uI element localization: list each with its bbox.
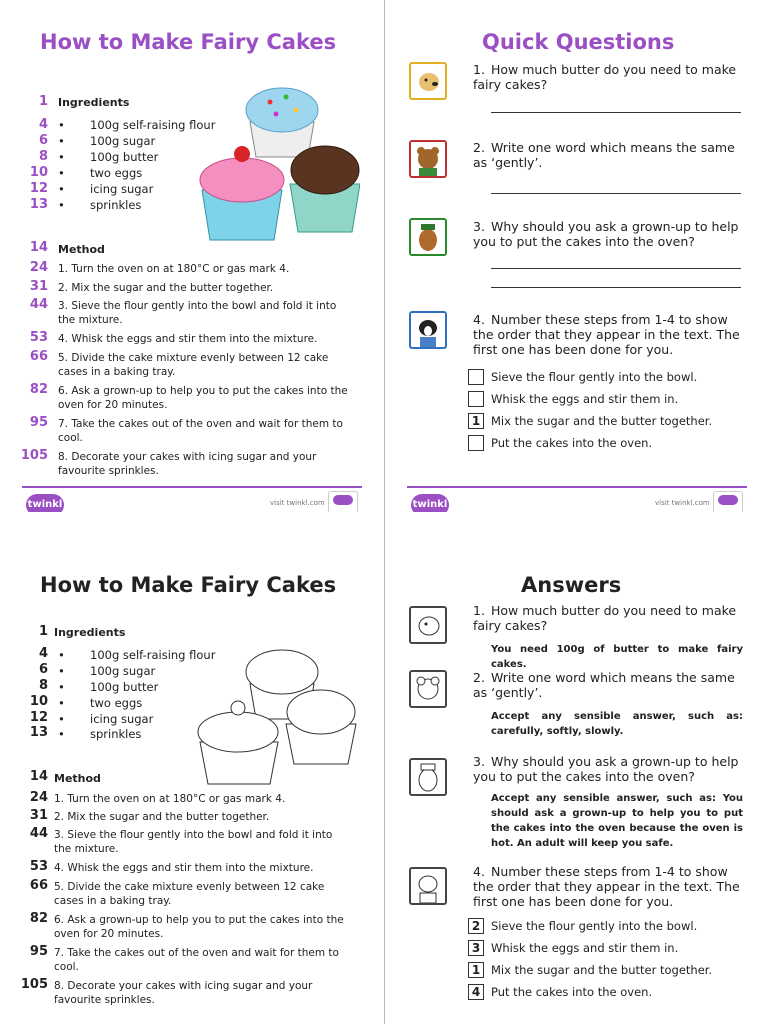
questions-panel	[385, 0, 768, 512]
line-number: 95	[29, 415, 48, 430]
line-number: 12	[29, 181, 48, 196]
line-number: 82	[29, 911, 48, 926]
method-step: 5. Divide the cake mixture evenly between 12 cake cases in a baking tray.	[54, 881, 325, 907]
method-step: 1. Turn the oven on at 180°C or gas mark 4.	[58, 263, 290, 275]
order-step: Sieve the flour gently into the bowl.	[491, 919, 698, 933]
answers-title: Answers	[521, 573, 622, 597]
line-number: 8	[38, 149, 48, 164]
twinkl-logo: twinkl	[26, 494, 64, 512]
answer-line[interactable]	[491, 287, 741, 288]
line-number: 14	[29, 769, 48, 784]
method-step: 4. Whisk the eggs and stir them into the mixture.	[58, 333, 318, 345]
ingredient-item: • 100g butter	[58, 680, 159, 694]
line-number: 44	[29, 297, 48, 312]
badge-icon	[328, 491, 358, 512]
line-number: 105	[20, 448, 48, 463]
method-step: 3. Sieve the flour gently into the bowl and fold it into the mixture.	[58, 300, 337, 326]
bear-character-outline-icon	[409, 670, 447, 708]
badge-icon	[713, 491, 743, 512]
method-step: 8. Decorate your cakes with icing sugar and your favourite sprinkles.	[58, 451, 317, 477]
line-number: 31	[29, 279, 48, 294]
method-step: 4. Whisk the eggs and stir them into the mixture.	[54, 862, 314, 874]
question-4: 4. Number these steps from 1-4 to show the order that they appear in the text. The first one has been done for you.	[473, 312, 740, 357]
order-step: Put the cakes into the oven.	[491, 985, 653, 999]
answer-line[interactable]	[491, 112, 741, 113]
line-number: 14	[29, 240, 48, 255]
ingredient-item: • sprinkles	[58, 198, 142, 212]
collie-character-outline-icon	[409, 867, 447, 905]
line-number: 13	[29, 725, 48, 740]
answer-line[interactable]	[491, 193, 741, 194]
order-box[interactable]: 1	[468, 413, 484, 429]
line-number: 1	[38, 94, 48, 109]
footer	[407, 486, 747, 512]
answer-line[interactable]	[491, 268, 741, 269]
line-number: 105	[20, 977, 48, 992]
line-number: 10	[29, 165, 48, 180]
line-number: 66	[29, 878, 48, 893]
question-4: 4. Number these steps from 1-4 to show the order that they appear in the text. The first one has been done for you.	[473, 864, 740, 909]
footer-rule	[22, 486, 362, 488]
method-step: 1. Turn the oven on at 180°C or gas mark 4.	[54, 793, 286, 805]
ingredient-item: • sprinkles	[58, 727, 142, 741]
question-1: 1. How much butter do you need to make fairy cakes?	[473, 62, 737, 92]
footer	[22, 486, 362, 512]
order-box[interactable]	[468, 391, 484, 407]
line-number: 66	[29, 349, 48, 364]
twinkl-logo: twinkl	[411, 494, 449, 512]
order-step: Sieve the flour gently into the bowl.	[491, 370, 698, 384]
question-1: 1. How much butter do you need to make fairy cakes?	[473, 603, 737, 633]
order-step: Whisk the eggs and stir them in.	[491, 941, 679, 955]
order-step: Mix the sugar and the butter together.	[491, 414, 713, 428]
recipe-panel-bw	[0, 540, 384, 1024]
footer-rule	[407, 486, 747, 488]
ingredient-item: • icing sugar	[58, 712, 154, 726]
line-number: 10	[29, 694, 48, 709]
cupcakes-outline-illustration	[190, 624, 360, 814]
ingredient-item: • icing sugar	[58, 182, 154, 196]
line-number: 31	[29, 808, 48, 823]
method-step: 7. Take the cakes out of the oven and wait for them to cool.	[54, 947, 339, 973]
method-step: 2. Mix the sugar and the butter together.	[54, 811, 270, 823]
answer-2: Accept any sensible answer, such as: carefully, softly, slowly.	[491, 711, 743, 737]
ingredient-item: • two eggs	[58, 696, 143, 710]
hound-character-outline-icon	[409, 758, 447, 796]
visit-link[interactable]: visit twinkl.com	[270, 499, 325, 507]
question-3: 3. Why should you ask a grown-up to help you to put the cakes into the oven?	[473, 219, 739, 249]
questions-title: Quick Questions	[482, 30, 675, 54]
line-number: 24	[29, 260, 48, 275]
answer-3: Accept any sensible answer, such as: You should ask a grown-up to help you to put the cakes into the oven because the oven is hot. An adult will keep you safe.	[491, 793, 743, 849]
method-step: 7. Take the cakes out of the oven and wait for them to cool.	[58, 418, 343, 444]
line-number: 13	[29, 197, 48, 212]
line-number: 8	[38, 678, 48, 693]
method-step: 8. Decorate your cakes with icing sugar and your favourite sprinkles.	[54, 980, 313, 1006]
line-number: 82	[29, 382, 48, 397]
order-step: Put the cakes into the oven.	[491, 436, 653, 450]
order-step: Mix the sugar and the butter together.	[491, 963, 713, 977]
ingredient-item: • 100g butter	[58, 150, 159, 164]
question-2: 2. Write one word which means the same as ‘gently’.	[473, 670, 735, 700]
method-step: 6. Ask a grown-up to help you to put the cakes into the oven for 20 minutes.	[54, 914, 344, 940]
method-step: 6. Ask a grown-up to help you to put the cakes into the oven for 20 minutes.	[58, 385, 348, 411]
order-box: 3	[468, 940, 484, 956]
order-box[interactable]	[468, 435, 484, 451]
dog-character-icon	[409, 62, 447, 100]
line-number: 44	[29, 826, 48, 841]
line-number: 6	[38, 133, 48, 148]
method-step: 3. Sieve the flour gently into the bowl and fold it into the mixture.	[54, 829, 333, 855]
cupcakes-illustration	[190, 62, 360, 252]
ingredient-item: • 100g sugar	[58, 134, 156, 148]
ingredients-heading: Ingredients	[58, 96, 130, 109]
recipe-title: How to Make Fairy Cakes	[40, 30, 337, 54]
order-step: Whisk the eggs and stir them in.	[491, 392, 679, 406]
ingredient-item: • 100g self-raising flour	[58, 648, 216, 662]
line-number: 4	[38, 646, 48, 661]
bear-character-icon	[409, 140, 447, 178]
question-3: 3. Why should you ask a grown-up to help you to put the cakes into the oven?	[473, 754, 739, 784]
ingredient-item: • two eggs	[58, 166, 143, 180]
line-number: 6	[38, 662, 48, 677]
answers-panel	[385, 540, 768, 1024]
line-number: 53	[29, 330, 48, 345]
hound-character-icon	[409, 218, 447, 256]
order-box: 1	[468, 962, 484, 978]
order-box: 4	[468, 984, 484, 1000]
method-heading: Method	[54, 772, 101, 785]
line-number: 53	[29, 859, 48, 874]
answer-1: You need 100g of butter to make fairy cakes.	[491, 644, 743, 670]
method-step: 5. Divide the cake mixture evenly between 12 cake cases in a baking tray.	[58, 352, 329, 378]
ingredient-item: • 100g self-raising flour	[58, 118, 216, 132]
order-box: 2	[468, 918, 484, 934]
question-2: 2. Write one word which means the same as ‘gently’.	[473, 140, 735, 170]
line-number: 95	[29, 944, 48, 959]
line-number: 24	[29, 790, 48, 805]
ingredient-item: • 100g sugar	[58, 664, 156, 678]
recipe-title: How to Make Fairy Cakes	[40, 573, 337, 597]
line-number: 1	[38, 624, 48, 639]
line-number: 4	[38, 117, 48, 132]
dog-character-outline-icon	[409, 606, 447, 644]
recipe-panel-colour	[0, 0, 384, 512]
order-box[interactable]	[468, 369, 484, 385]
visit-link[interactable]: visit twinkl.com	[655, 499, 710, 507]
ingredients-heading: Ingredients	[54, 626, 126, 639]
method-heading: Method	[58, 243, 105, 256]
line-number: 12	[29, 710, 48, 725]
method-step: 2. Mix the sugar and the butter together.	[58, 282, 274, 294]
collie-character-icon	[409, 311, 447, 349]
